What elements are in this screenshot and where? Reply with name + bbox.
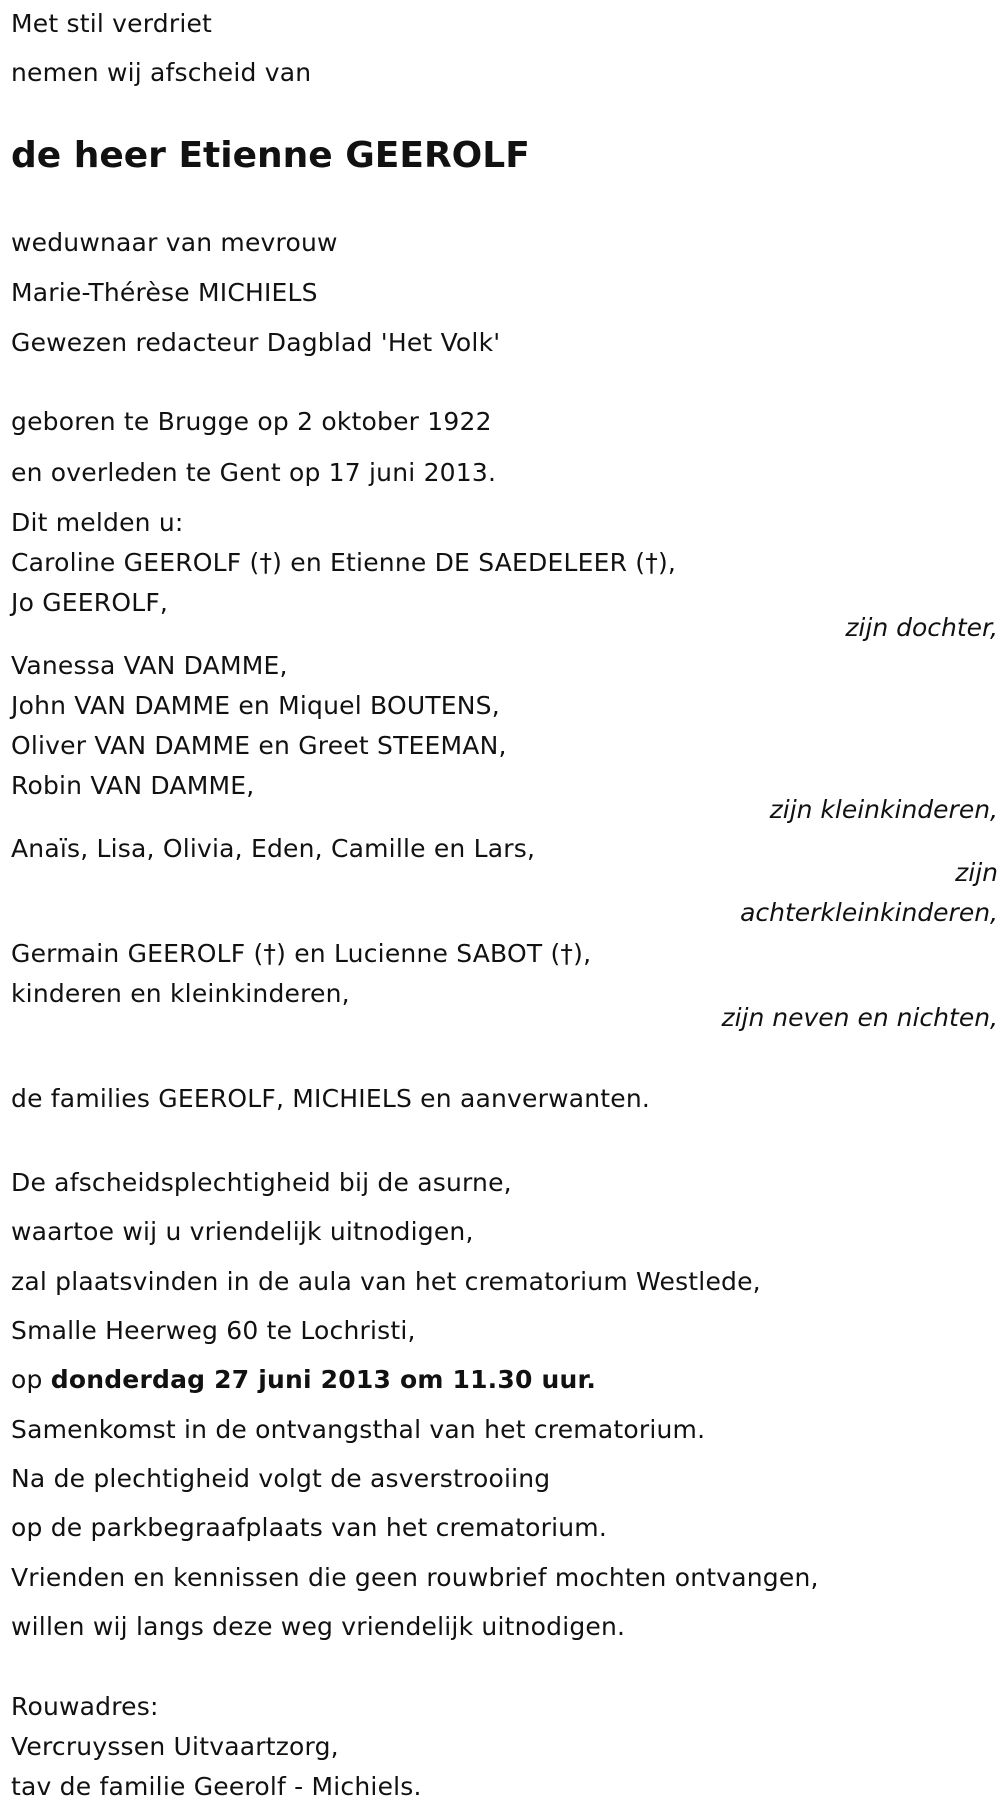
children-line-1: Caroline GEEROLF (†) en Etienne DE SAEDELEER (†),	[11, 548, 677, 577]
grandchild-line-4: Robin VAN DAMME,	[11, 771, 255, 800]
ceremony-line-3: zal plaatsvinden in de aula van het crematorium Westlede,	[11, 1267, 761, 1296]
ceremony-date-prefix: op	[11, 1365, 43, 1394]
ceremony-line-4: Smalle Heerweg 60 te Lochristi,	[11, 1316, 416, 1345]
ceremony-line-6: Samenkomst in de ontvangsthal van het crematorium.	[11, 1415, 706, 1444]
address-line-2: tav de familie Geerolf - Michiels.	[11, 1772, 422, 1801]
role-daughter: zijn dochter,	[845, 613, 998, 642]
address-line-1: Vercruyssen Uitvaartzorg,	[11, 1732, 339, 1761]
spouse-name: Marie-Thérèse MICHIELS	[11, 278, 318, 307]
ceremony-line-9: Vrienden en kennissen die geen rouwbrief mochten ontvangen,	[11, 1563, 819, 1592]
nephews-line-2: kinderen en kleinkinderen,	[11, 979, 350, 1008]
deceased-name: de heer Etienne GEEROLF	[11, 135, 530, 176]
ceremony-line-10: willen wij langs deze weg vriendelijk uitnodigen.	[11, 1612, 626, 1641]
intro-line-2: nemen wij afscheid van	[11, 58, 312, 87]
families-line: de families GEEROLF, MICHIELS en aanverwanten.	[11, 1084, 651, 1113]
occupation-line: Gewezen redacteur Dagblad 'Het Volk'	[11, 328, 501, 357]
intro-line-1: Met stil verdriet	[11, 9, 213, 38]
birth-line: geboren te Brugge op 2 oktober 1922	[11, 407, 492, 436]
role-grandchildren: zijn kleinkinderen,	[769, 795, 998, 824]
ceremony-line-7: Na de plechtigheid volgt de asverstrooiing	[11, 1464, 551, 1493]
address-label: Rouwadres:	[11, 1692, 159, 1721]
announce-label: Dit melden u:	[11, 508, 184, 537]
ceremony-date: donderdag 27 juni 2013 om 11.30 uur.	[50, 1365, 597, 1394]
ceremony-line-2: waartoe wij u vriendelijk uitnodigen,	[11, 1217, 474, 1246]
ceremony-line-1: De afscheidsplechtigheid bij de asurne,	[11, 1168, 512, 1197]
death-line: en overleden te Gent op 17 juni 2013.	[11, 458, 497, 487]
role-great-grandchildren: zijn achterkleinkinderen,	[740, 858, 998, 927]
grandchild-line-1: Vanessa VAN DAMME,	[11, 651, 288, 680]
ceremony-date-line	[11, 1364, 596, 1396]
ceremony-line-8: op de parkbegraafplaats van het crematorium.	[11, 1513, 607, 1542]
nephews-line-1: Germain GEEROLF (†) en Lucienne SABOT (†),	[11, 939, 592, 968]
grandchild-line-2: John VAN DAMME en Miquel BOUTENS,	[11, 691, 500, 720]
grandchild-line-3: Oliver VAN DAMME en Greet STEEMAN,	[11, 731, 507, 760]
role-nephews: zijn neven en nichten,	[721, 1003, 998, 1032]
great-grandchildren-line: Anaïs, Lisa, Olivia, Eden, Camille en Lars,	[11, 834, 536, 863]
children-line-2: Jo GEEROLF,	[11, 588, 169, 617]
widower-line: weduwnaar van mevrouw	[11, 228, 338, 257]
